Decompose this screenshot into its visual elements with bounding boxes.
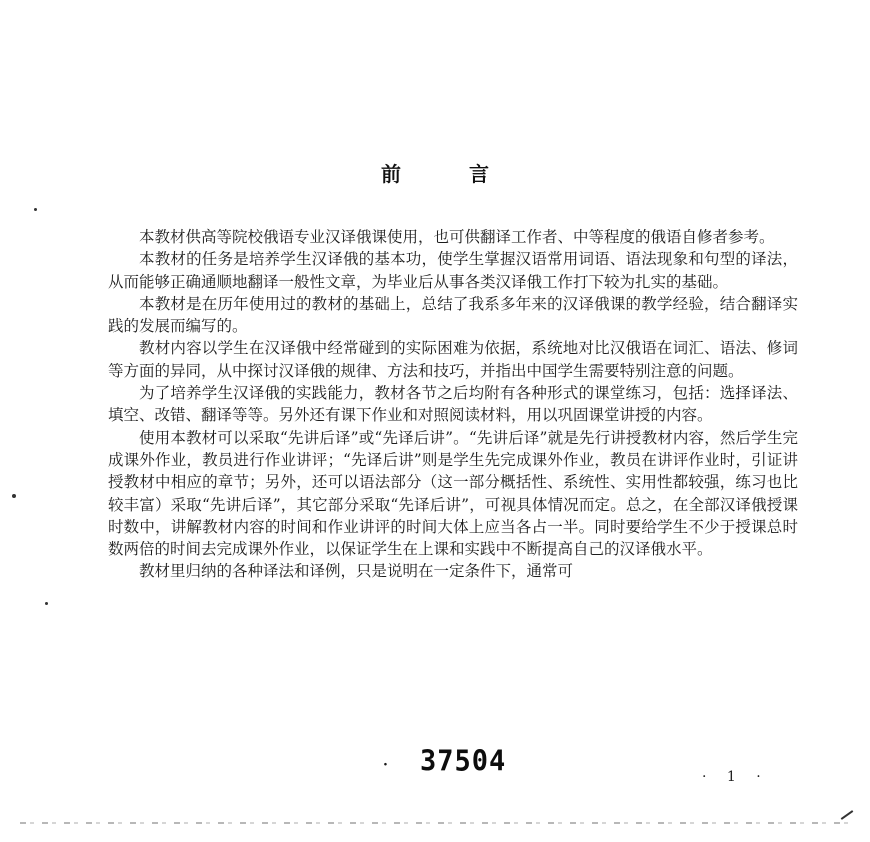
preface-body: [108, 226, 798, 583]
stamp-dot: ·: [383, 757, 388, 773]
page-title: 前言: [381, 162, 557, 186]
paragraph: 使用本教材可以采取“先讲后译”或“先译后讲”。“先讲后译”就是先行讲授教材内容，然后学生完成课外作业，教员进行作业讲评；“先译后讲”则是学生先完成课外作业，教员在讲评作业时，引证讲授教材中相应的章节；另外，还可以语法部分（这一部分概括性、系统性、实用性都较强，练习也比较丰富）采取“先讲后译”，其它部分采取“先译后讲”，可视具体情况而定。总之，在全部汉译俄授课时数中，讲解教材内容的时间和作业讲评的时间大体上应当各占一半。同时要给学生不少于授课总时数两倍的时间去完成课外作业，以保证学生在上课和实践中不断提高自己的汉译俄水平。: [108, 428, 798, 559]
scan-speck: [45, 602, 48, 605]
page-number: · 1 ·: [702, 769, 769, 785]
scan-speck: [12, 494, 16, 498]
library-stamp-number: 37504: [420, 745, 507, 778]
paragraph: 本教材的任务是培养学生汉译俄的基本功，使学生掌握汉语常用词语、语法现象和句型的译法，从而能够正确通顺地翻译一般性文章，为毕业后从事各类汉译俄工作打下较为扎实的基础。: [108, 250, 798, 291]
paragraph: 本教材是在历年使用过的教材的基础上，总结了我系多年来的汉译俄课的教学经验，结合翻译实践的发展而编写的。: [108, 294, 798, 336]
scan-pen-mark: [841, 810, 854, 820]
paragraph: 教材里归纳的各种译法和译例，只是说明在一定条件下，通常可: [139, 562, 574, 581]
paragraph: 教材内容以学生在汉译俄中经常碰到的实际困难为依据，系统地对比汉俄语在词汇、语法、修词等方面的异同，从中探讨汉译俄的规律、方法和技巧，并指出中国学生需要特别注意的问题。: [108, 339, 798, 380]
scan-speck: [34, 208, 37, 211]
scan-edge-smudge: [20, 822, 850, 824]
paragraph: 为了培养学生汉译俄的实践能力，教材各节之后均附有各种形式的课堂练习，包括：选择译法、填空、改错、翻译等等。另外还有课下作业和对照阅读材料，用以巩固课堂讲授的内容。: [108, 384, 798, 425]
paragraph: 本教材供高等院校俄语专业汉译俄课使用，也可供翻译工作者、中等程度的俄语自修者参考。: [139, 228, 775, 246]
